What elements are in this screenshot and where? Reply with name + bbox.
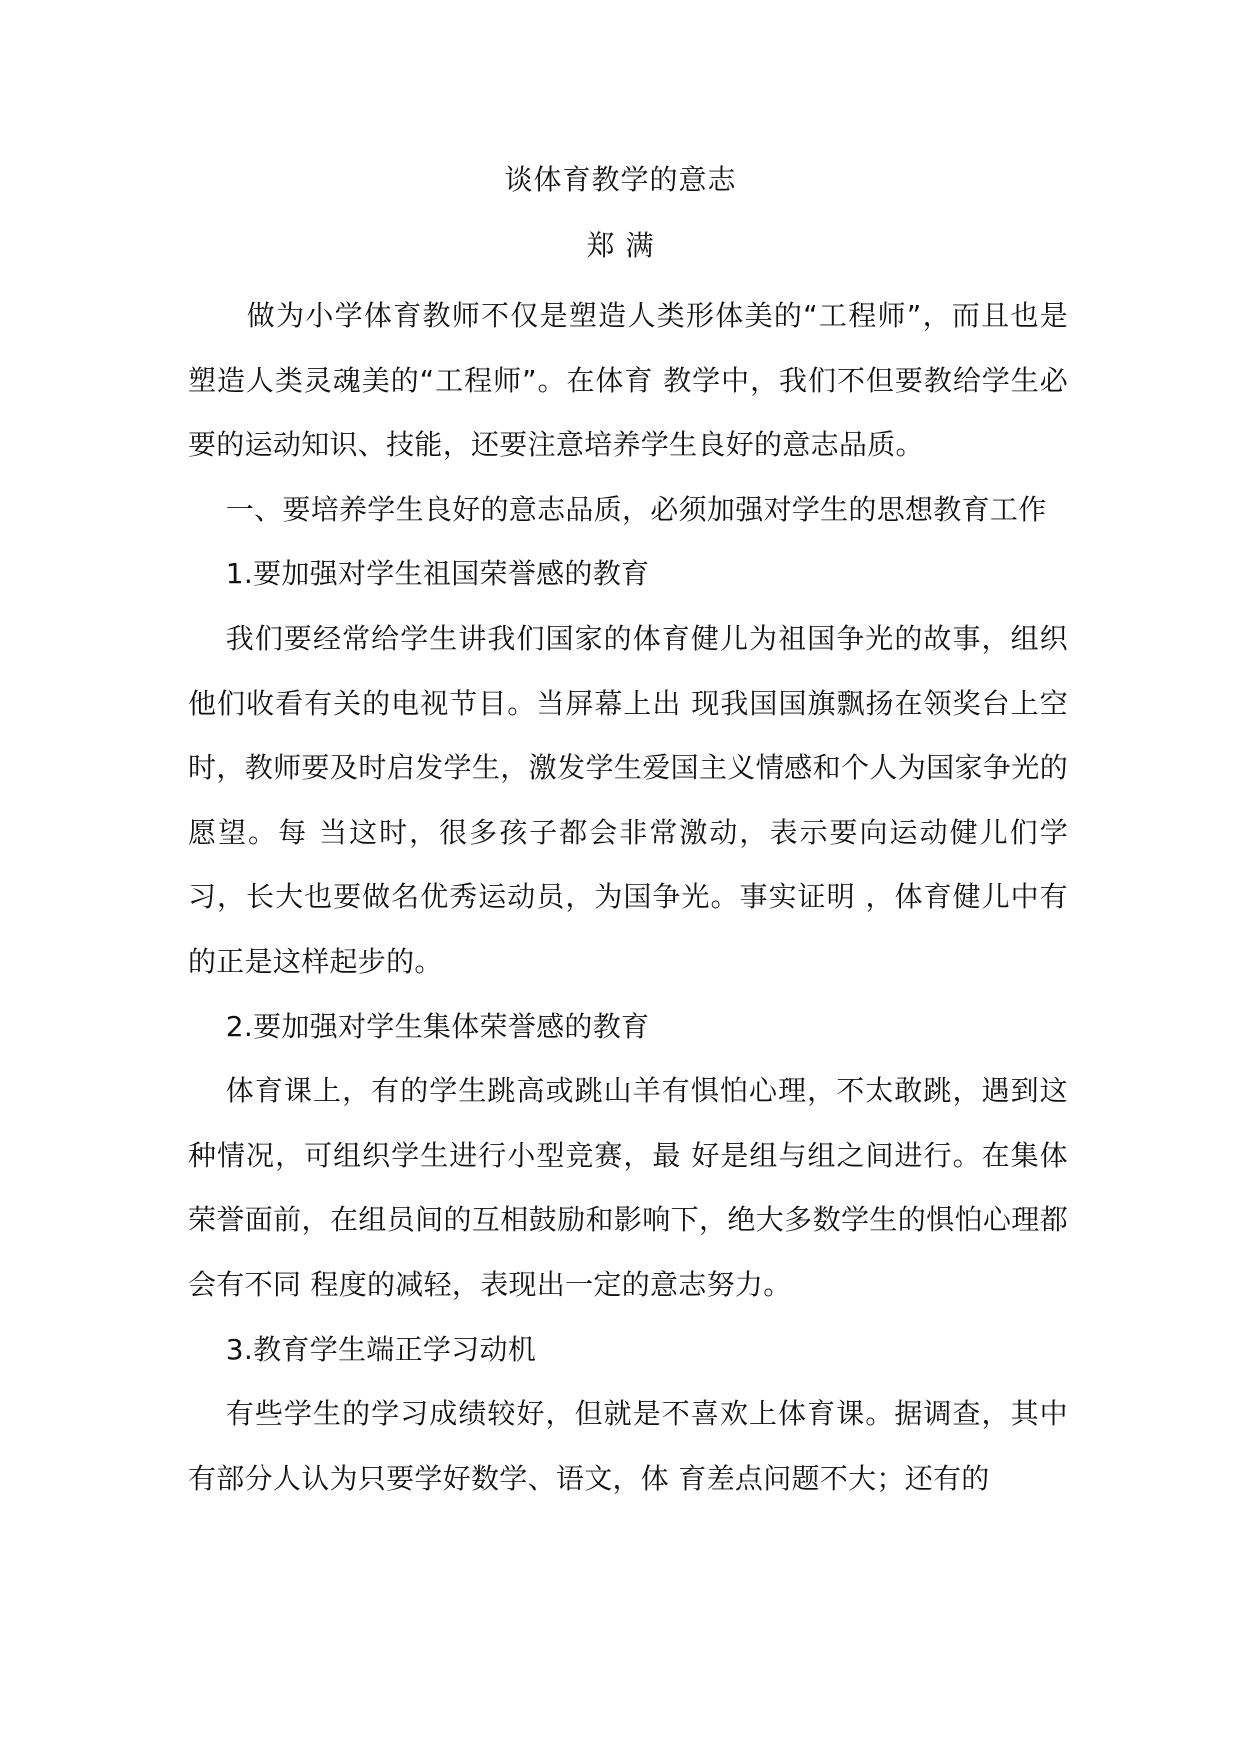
paragraph-motivation: 有些学生的学习成绩较好，但就是不喜欢上体育课。据调查，其中有部分人认为只要学好数学、语文，体 育差点问题不大；还有的: [188, 1397, 1068, 1495]
document-body: [188, 284, 1068, 1511]
section-heading-1: 一、要培养学生良好的意志品质，必须加强对学生的思想教育工作: [225, 492, 1047, 526]
subheading-2: 2.要加强对学生集体荣誉感的教育: [225, 1009, 650, 1043]
subheading-3: 3.教育学生端正学习动机: [225, 1332, 537, 1366]
subheading-1: 1.要加强对学生祖国荣誉感的教育: [225, 557, 650, 591]
paragraph-collective: 体育课上，有的学生跳高或跳山羊有惧怕心理，不太敢跳，遇到这种情况，可组织学生进行小型竞赛，最 好是组与组之间进行。在集体荣誉面前，在组员间的互相鼓励和影响下，绝大多数学生的惧怕心理都会有不同 程度的减轻，表现出一定的意志努力。: [188, 1074, 1068, 1301]
paragraph-intro: 做为小学体育教师不仅是塑造人类形体美的“工程师”，而且也是塑造人类灵魂美的“工程师”。在体育 教学中，我们不但要教给学生必要的运动知识、技能，还要注意培养学生良好的意志品质。: [188, 299, 1068, 462]
document-author: 郑 满: [586, 229, 655, 262]
paragraph-patriotism: 我们要经常给学生讲我们国家的体育健儿为祖国争光的故事，组织他们收看有关的电视节目。当屏幕上出 现我国国旗飘扬在领奖台上空时，教师要及时启发学生，激发学生爱国主义情感和个人为国家争光的愿望。每 当这时，很多孩子都会非常激动，表示要向运动健儿们学习，长大也要做名优秀运动员，为国争光。事实证明 ，体育健儿中有的正是这样起步的。: [188, 621, 1068, 978]
document-title: 谈体育教学的意志: [504, 163, 737, 196]
